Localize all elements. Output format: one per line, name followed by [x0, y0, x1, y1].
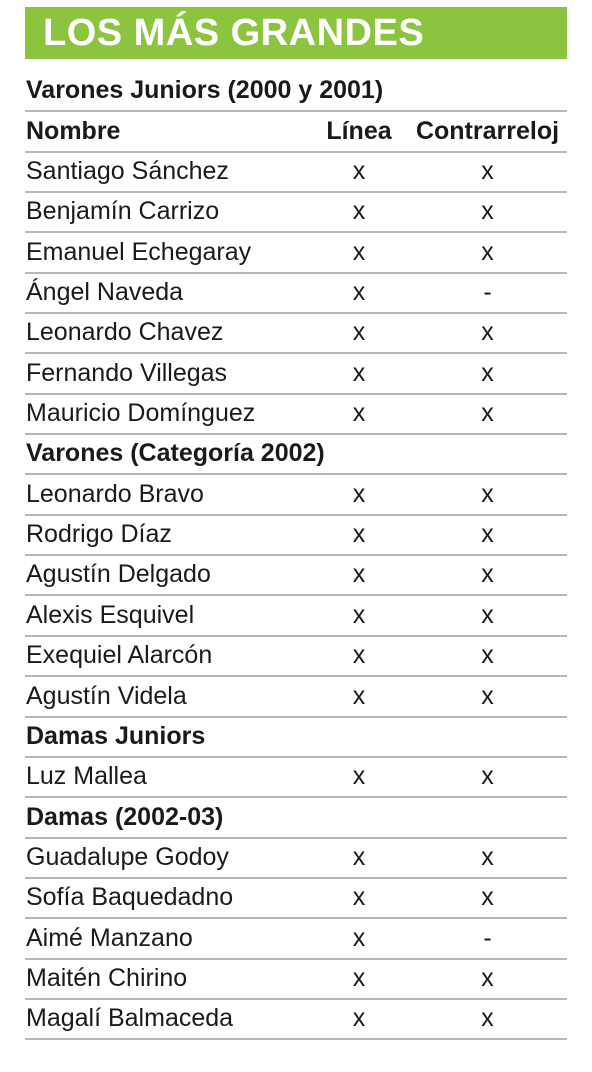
cell-linea: x: [352, 963, 366, 992]
table-row: [25, 314, 567, 354]
section-header-row: [25, 435, 567, 475]
cell-linea: x: [352, 842, 366, 871]
cell-linea: x: [352, 358, 366, 387]
table-row: [25, 839, 567, 879]
cell-nombre: Alexis Esquivel: [26, 600, 195, 629]
table-row: [25, 1000, 567, 1040]
cell-contrarreloj: -: [483, 278, 492, 307]
cell-contrarreloj: x: [481, 560, 494, 589]
table-row: [25, 960, 567, 1000]
cell-contrarreloj: x: [481, 399, 494, 428]
title-banner: [25, 7, 567, 59]
cell-nombre: Maitén Chirino: [26, 963, 188, 992]
cell-contrarreloj: x: [481, 197, 494, 226]
cell-contrarreloj: x: [481, 641, 494, 670]
table-row: [25, 153, 567, 193]
cell-contrarreloj: x: [481, 318, 494, 347]
cell-linea: x: [352, 641, 366, 670]
table-row: [25, 395, 567, 435]
cell-nombre: Mauricio Domínguez: [26, 399, 256, 428]
cell-nombre: Leonardo Bravo: [26, 479, 204, 508]
cell-nombre: Rodrigo Díaz: [26, 520, 172, 549]
cell-contrarreloj: x: [481, 963, 494, 992]
cell-linea: x: [352, 560, 366, 589]
cell-nombre: Aimé Manzano: [26, 923, 193, 952]
cell-contrarreloj: x: [481, 762, 494, 791]
table-row: [25, 233, 567, 273]
table-row: [25, 758, 567, 798]
column-header-contrarreloj: Contrarreloj: [415, 116, 560, 145]
table-row: [25, 516, 567, 556]
column-header-linea: Línea: [326, 116, 392, 145]
table-row: [25, 354, 567, 394]
table-row: [25, 637, 567, 677]
results-table: [25, 72, 567, 1040]
cell-contrarreloj: x: [481, 520, 494, 549]
table-row: [25, 919, 567, 959]
section-label: Varones Juniors (2000 y 2001): [26, 76, 384, 105]
section-label: Varones (Categoría 2002): [26, 439, 325, 468]
column-header-nombre: Nombre: [26, 116, 121, 145]
cell-nombre: Luz Mallea: [26, 762, 147, 791]
cell-nombre: Agustín Videla: [26, 681, 187, 710]
table-row: [25, 596, 567, 636]
cell-nombre: Ángel Naveda: [26, 278, 184, 307]
table-row: [25, 879, 567, 919]
cell-linea: x: [352, 681, 366, 710]
cell-linea: x: [352, 479, 366, 508]
section-label: Damas Juniors: [26, 721, 206, 750]
cell-nombre: Fernando Villegas: [26, 358, 228, 387]
column-header-row: [25, 112, 567, 152]
cell-contrarreloj: -: [483, 923, 492, 952]
cell-nombre: Santiago Sánchez: [26, 157, 229, 186]
section-label: Damas (2002-03): [26, 802, 224, 831]
table-row: [25, 475, 567, 515]
cell-contrarreloj: x: [481, 358, 494, 387]
cell-linea: x: [352, 237, 366, 266]
cell-linea: x: [352, 923, 366, 952]
cell-contrarreloj: x: [481, 479, 494, 508]
table-row: [25, 274, 567, 314]
table-row: [25, 556, 567, 596]
cell-contrarreloj: x: [481, 883, 494, 912]
cell-contrarreloj: x: [481, 1004, 494, 1033]
cell-linea: x: [352, 157, 366, 186]
table-row: [25, 193, 567, 233]
cell-nombre: Leonardo Chavez: [26, 318, 224, 347]
section-header-row: [25, 72, 567, 112]
cell-nombre: Magalí Balmaceda: [26, 1004, 234, 1033]
cell-linea: x: [352, 399, 366, 428]
cell-nombre: Agustín Delgado: [26, 560, 211, 589]
cell-nombre: Sofía Baquedadno: [26, 883, 234, 912]
cell-linea: x: [352, 762, 366, 791]
section-header-row: [25, 718, 567, 758]
table-row: [25, 677, 567, 717]
cell-nombre: Guadalupe Godoy: [26, 842, 229, 871]
cell-nombre: Benjamín Carrizo: [26, 197, 220, 226]
cell-linea: x: [352, 520, 366, 549]
cell-nombre: Emanuel Echegaray: [26, 237, 252, 266]
cell-contrarreloj: x: [481, 842, 494, 871]
cell-linea: x: [352, 1004, 366, 1033]
cell-linea: x: [352, 197, 366, 226]
cell-linea: x: [352, 278, 366, 307]
page-title: LOS MÁS GRANDES: [43, 11, 425, 54]
cell-linea: x: [352, 318, 366, 347]
cell-contrarreloj: x: [481, 157, 494, 186]
cell-linea: x: [352, 883, 366, 912]
cell-contrarreloj: x: [481, 600, 494, 629]
cell-contrarreloj: x: [481, 681, 494, 710]
cell-linea: x: [352, 600, 366, 629]
cell-contrarreloj: x: [481, 237, 494, 266]
cell-nombre: Exequiel Alarcón: [26, 641, 213, 670]
section-header-row: [25, 798, 567, 838]
